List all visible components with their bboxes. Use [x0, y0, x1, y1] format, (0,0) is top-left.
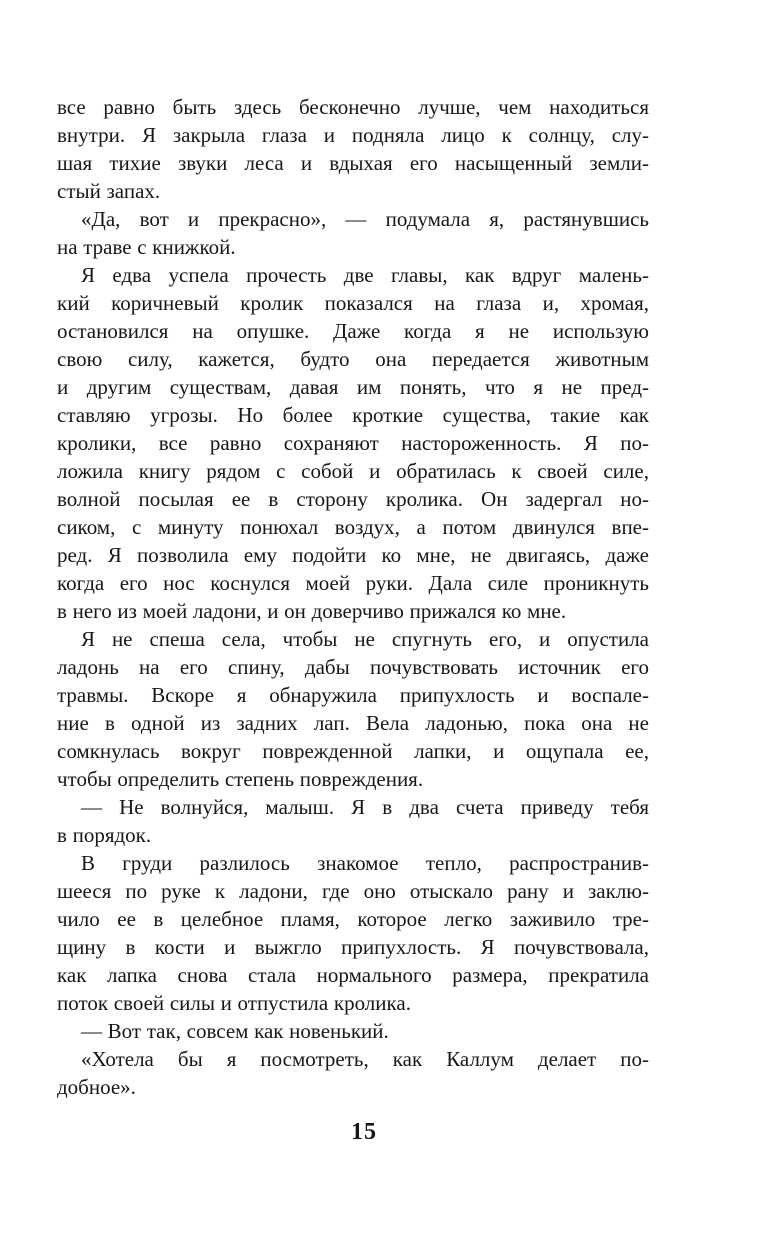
text-line: внутри. Я закрыла глаза и подняла лицо к солнцу, слу-	[57, 123, 649, 147]
text-line: и другим существам, давая им понять, что я не пред-	[57, 375, 649, 399]
text-line: сиком, с минуту понюхал воздух, а потом двинулся впе-	[57, 515, 649, 539]
text-line: в него из моей ладони, и он доверчиво прижался ко мне.	[57, 599, 567, 623]
text-line: ложила книгу рядом с собой и обратилась к своей силе,	[57, 459, 649, 483]
text-line: как лапка снова стала нормального размера, прекратила	[57, 963, 649, 987]
text-line: кролики, все равно сохраняют настороженность. Я по-	[57, 431, 649, 455]
paragraph	[57, 1017, 649, 1045]
paragraph	[57, 93, 649, 205]
text-line: сомкнулась вокруг поврежденной лапки, и ощупала ее,	[57, 739, 649, 763]
text-line: Я не спеша села, чтобы не спугнуть его, и опустила	[81, 627, 649, 651]
paragraph	[57, 205, 649, 261]
text-line: в порядок.	[57, 823, 152, 847]
paragraph	[57, 1045, 649, 1101]
text-line: когда его нос коснулся моей руки. Дала силе проникнуть	[57, 571, 649, 595]
text-line: ставляю угрозы. Но более кроткие существа, такие как	[57, 403, 649, 427]
text-line: Я едва успела прочесть две главы, как вдруг малень-	[81, 263, 649, 287]
text-line: травмы. Вскоре я обнаружила припухлость и воспале-	[57, 683, 649, 707]
text-line: остановился на опушке. Даже когда я не использую	[57, 319, 649, 343]
text-line: добное».	[57, 1075, 136, 1099]
text-line: «Хотела бы я посмотреть, как Каллум делает по-	[81, 1047, 649, 1071]
text-line: «Да, вот и прекрасно», — подумала я, растянувшись	[81, 207, 649, 231]
text-block	[57, 93, 649, 1101]
text-line: шая тихие звуки леса и вдыхая его насыщенный земли-	[57, 151, 649, 175]
paragraph	[57, 793, 649, 849]
text-line: ред. Я позволила ему подойти ко мне, не двигаясь, даже	[57, 543, 649, 567]
text-line: свою силу, кажется, будто она передается животным	[57, 347, 649, 371]
page-number: 15	[351, 1119, 377, 1145]
text-line: шееся по руке к ладони, где оно отыскало рану и заклю-	[57, 879, 649, 903]
text-line: — Вот так, совсем как новенький.	[81, 1019, 389, 1043]
text-line: В груди разлилось знакомое тепло, распространив-	[81, 851, 649, 875]
text-line: стый запах.	[57, 179, 161, 203]
text-line: все равно быть здесь бесконечно лучше, чем находиться	[57, 95, 649, 119]
text-line: — Не волнуйся, малыш. Я в два счета приведу тебя	[81, 795, 649, 819]
text-line: чтобы определить степень повреждения.	[57, 767, 424, 791]
paragraph	[57, 849, 649, 1017]
text-line: на траве с книжкой.	[57, 235, 236, 259]
text-line: щину в кости и выжгло припухлость. Я почувствовала,	[57, 935, 649, 959]
text-line: ние в одной из задних лап. Вела ладонью, пока она не	[57, 711, 649, 735]
paragraph	[57, 625, 649, 793]
text-line: кий коричневый кролик показался на глаза и, хромая,	[57, 291, 649, 315]
paragraph	[57, 261, 649, 625]
text-line: ладонь на его спину, дабы почувствовать источник его	[57, 655, 649, 679]
text-line: поток своей силы и отпустила кролика.	[57, 991, 411, 1015]
text-line: чило ее в целебное пламя, которое легко заживило тре-	[57, 907, 649, 931]
text-line: волной посылая ее в сторону кролика. Он задергал но-	[57, 487, 649, 511]
